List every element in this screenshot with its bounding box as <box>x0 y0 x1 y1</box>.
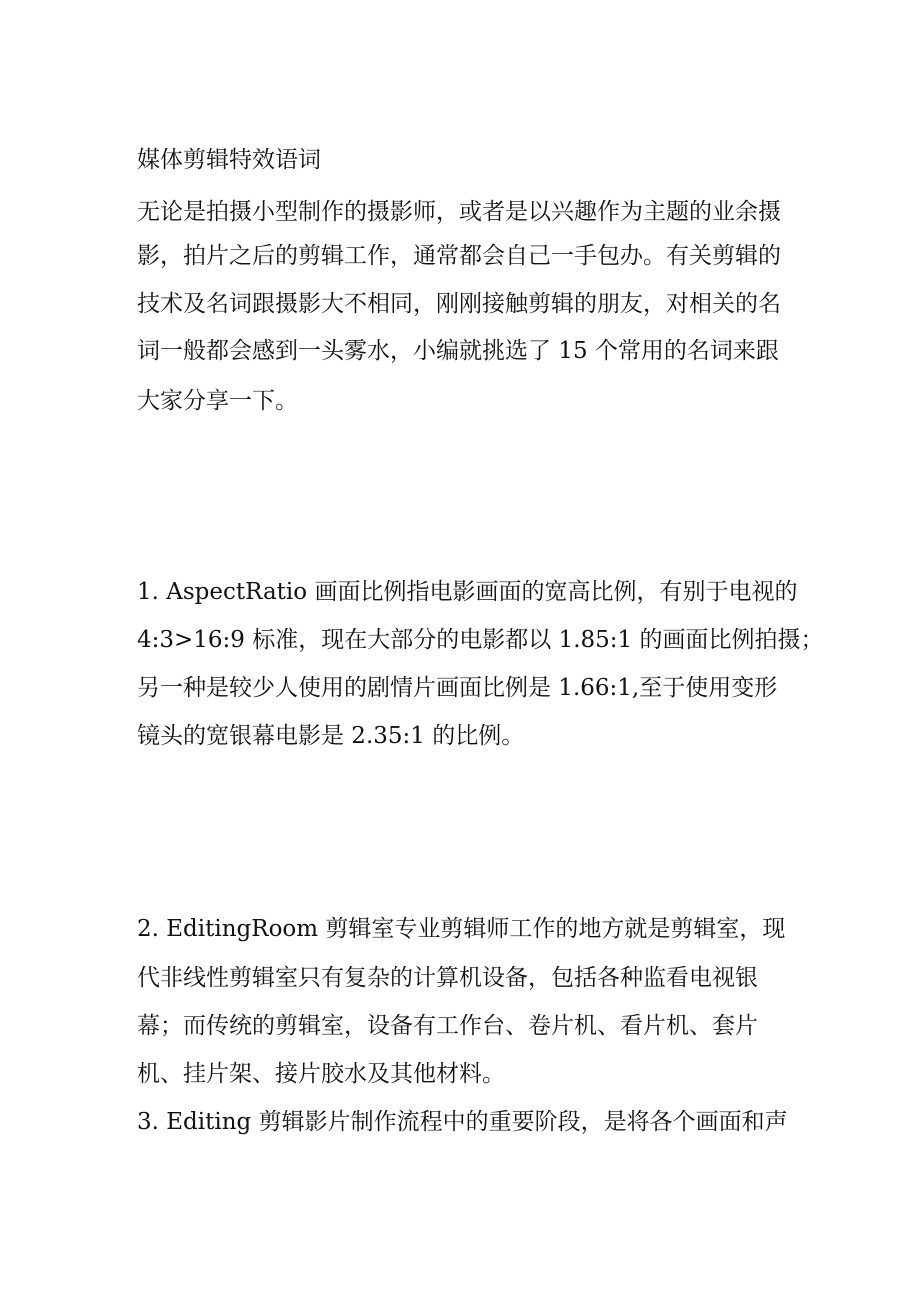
item3-line-1: 3. Editing 剪辑影片制作流程中的重要阶段，是将各个画面和声 <box>137 1109 788 1135</box>
intro-line-5: 大家分享一下。 <box>137 388 298 414</box>
intro-line-1: 无论是拍摄小型制作的摄影师，或者是以兴趣作为主题的业余摄 <box>137 199 781 225</box>
intro-line-4: 词一般都会感到一头雾水，小编就挑选了 15 个常用的名词来跟 <box>137 338 779 364</box>
item1-line-1: 1. AspectRatio 画面比例指电影画面的宽高比例，有别于电视的 <box>137 579 798 605</box>
item1-line-3: 另一种是较少人使用的剧情片画面比例是 1.66:1,至于使用变形 <box>137 675 778 701</box>
item2-line-4: 机、挂片架、接片胶水及其他材料。 <box>137 1061 505 1087</box>
item2-line-3: 幕；而传统的剪辑室，设备有工作台、卷片机、看片机、套片 <box>137 1013 758 1039</box>
item1-line-4: 镜头的宽银幕电影是 2.35:1 的比例。 <box>137 723 525 749</box>
intro-line-3: 技术及名词跟摄影大不相同，刚刚接触剪辑的朋友，对相关的名 <box>137 291 781 317</box>
item2-line-1: 2. EditingRoom 剪辑室专业剪辑师工作的地方就是剪辑室，现 <box>137 916 786 942</box>
item1-line-2: 4:3>16:9 标准，现在大部分的电影都以 1.85:1 的画面比例拍摄； <box>137 627 824 653</box>
intro-line-2: 影，拍片之后的剪辑工作，通常都会自己一手包办。有关剪辑的 <box>137 243 781 269</box>
item2-line-2: 代非线性剪辑室只有复杂的计算机设备，包括各种监看电视银 <box>137 965 758 991</box>
document-title: 媒体剪辑特效语词 <box>137 147 321 173</box>
